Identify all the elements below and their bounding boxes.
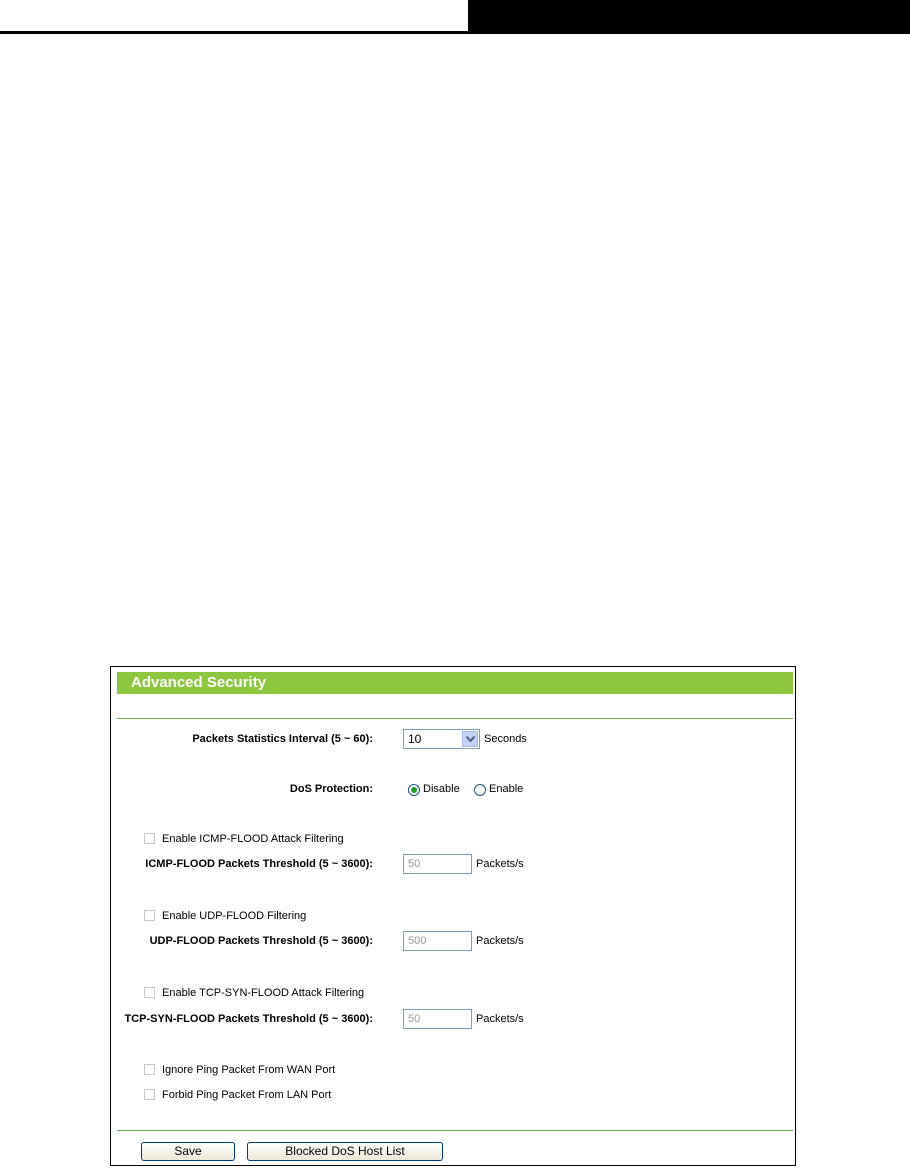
ignore-wan-ping-checkbox[interactable] <box>144 1064 155 1075</box>
icmp-threshold-label: ICMP-FLOOD Packets Threshold (5 ~ 3600): <box>145 858 373 870</box>
dos-enable-radio[interactable] <box>474 784 486 796</box>
tcp-filter-checkbox[interactable] <box>144 987 155 998</box>
udp-threshold-input[interactable] <box>403 931 472 951</box>
udp-threshold-unit: Packets/s <box>476 935 524 947</box>
dos-disable-label: Disable <box>423 783 460 795</box>
icmp-filter-checkbox[interactable] <box>144 833 155 844</box>
stats-interval-unit: Seconds <box>484 733 527 745</box>
icmp-filter-label: Enable ICMP-FLOOD Attack Filtering <box>162 833 344 845</box>
chevron-down-icon[interactable] <box>462 731 478 747</box>
udp-filter-checkbox[interactable] <box>144 910 155 921</box>
advanced-security-panel <box>110 666 796 1166</box>
icmp-threshold-input[interactable] <box>403 854 472 874</box>
header-rule <box>0 31 470 34</box>
dos-protection-label: DoS Protection: <box>289 783 373 795</box>
top-divider <box>117 718 793 719</box>
tcp-threshold-input[interactable] <box>403 1009 472 1029</box>
stats-interval-label: Packets Statistics Interval (5 ~ 60): <box>192 733 373 745</box>
udp-filter-label: Enable UDP-FLOOD Filtering <box>162 910 307 922</box>
udp-threshold-label: UDP-FLOOD Packets Threshold (5 ~ 3600): <box>149 935 373 947</box>
panel-title: Advanced Security <box>117 672 793 694</box>
save-button[interactable]: Save <box>141 1142 235 1161</box>
stats-interval-select[interactable] <box>403 729 480 749</box>
dos-disable-radio[interactable] <box>408 784 420 796</box>
blocked-dos-host-list-button[interactable]: Blocked DoS Host List <box>247 1142 443 1161</box>
tcp-threshold-unit: Packets/s <box>476 1013 524 1025</box>
tcp-filter-label: Enable TCP-SYN-FLOOD Attack Filtering <box>162 987 365 999</box>
forbid-lan-ping-checkbox[interactable] <box>144 1089 155 1100</box>
tcp-threshold-label: TCP-SYN-FLOOD Packets Threshold (5 ~ 3600): <box>124 1013 373 1025</box>
header-block <box>468 0 910 34</box>
ignore-wan-ping-label: Ignore Ping Packet From WAN Port <box>162 1064 336 1076</box>
forbid-lan-ping-label: Forbid Ping Packet From LAN Port <box>162 1089 332 1101</box>
bottom-divider <box>117 1130 793 1131</box>
dos-enable-label: Enable <box>489 783 524 795</box>
icmp-threshold-unit: Packets/s <box>476 858 524 870</box>
stats-interval-value: 10 <box>408 732 422 746</box>
